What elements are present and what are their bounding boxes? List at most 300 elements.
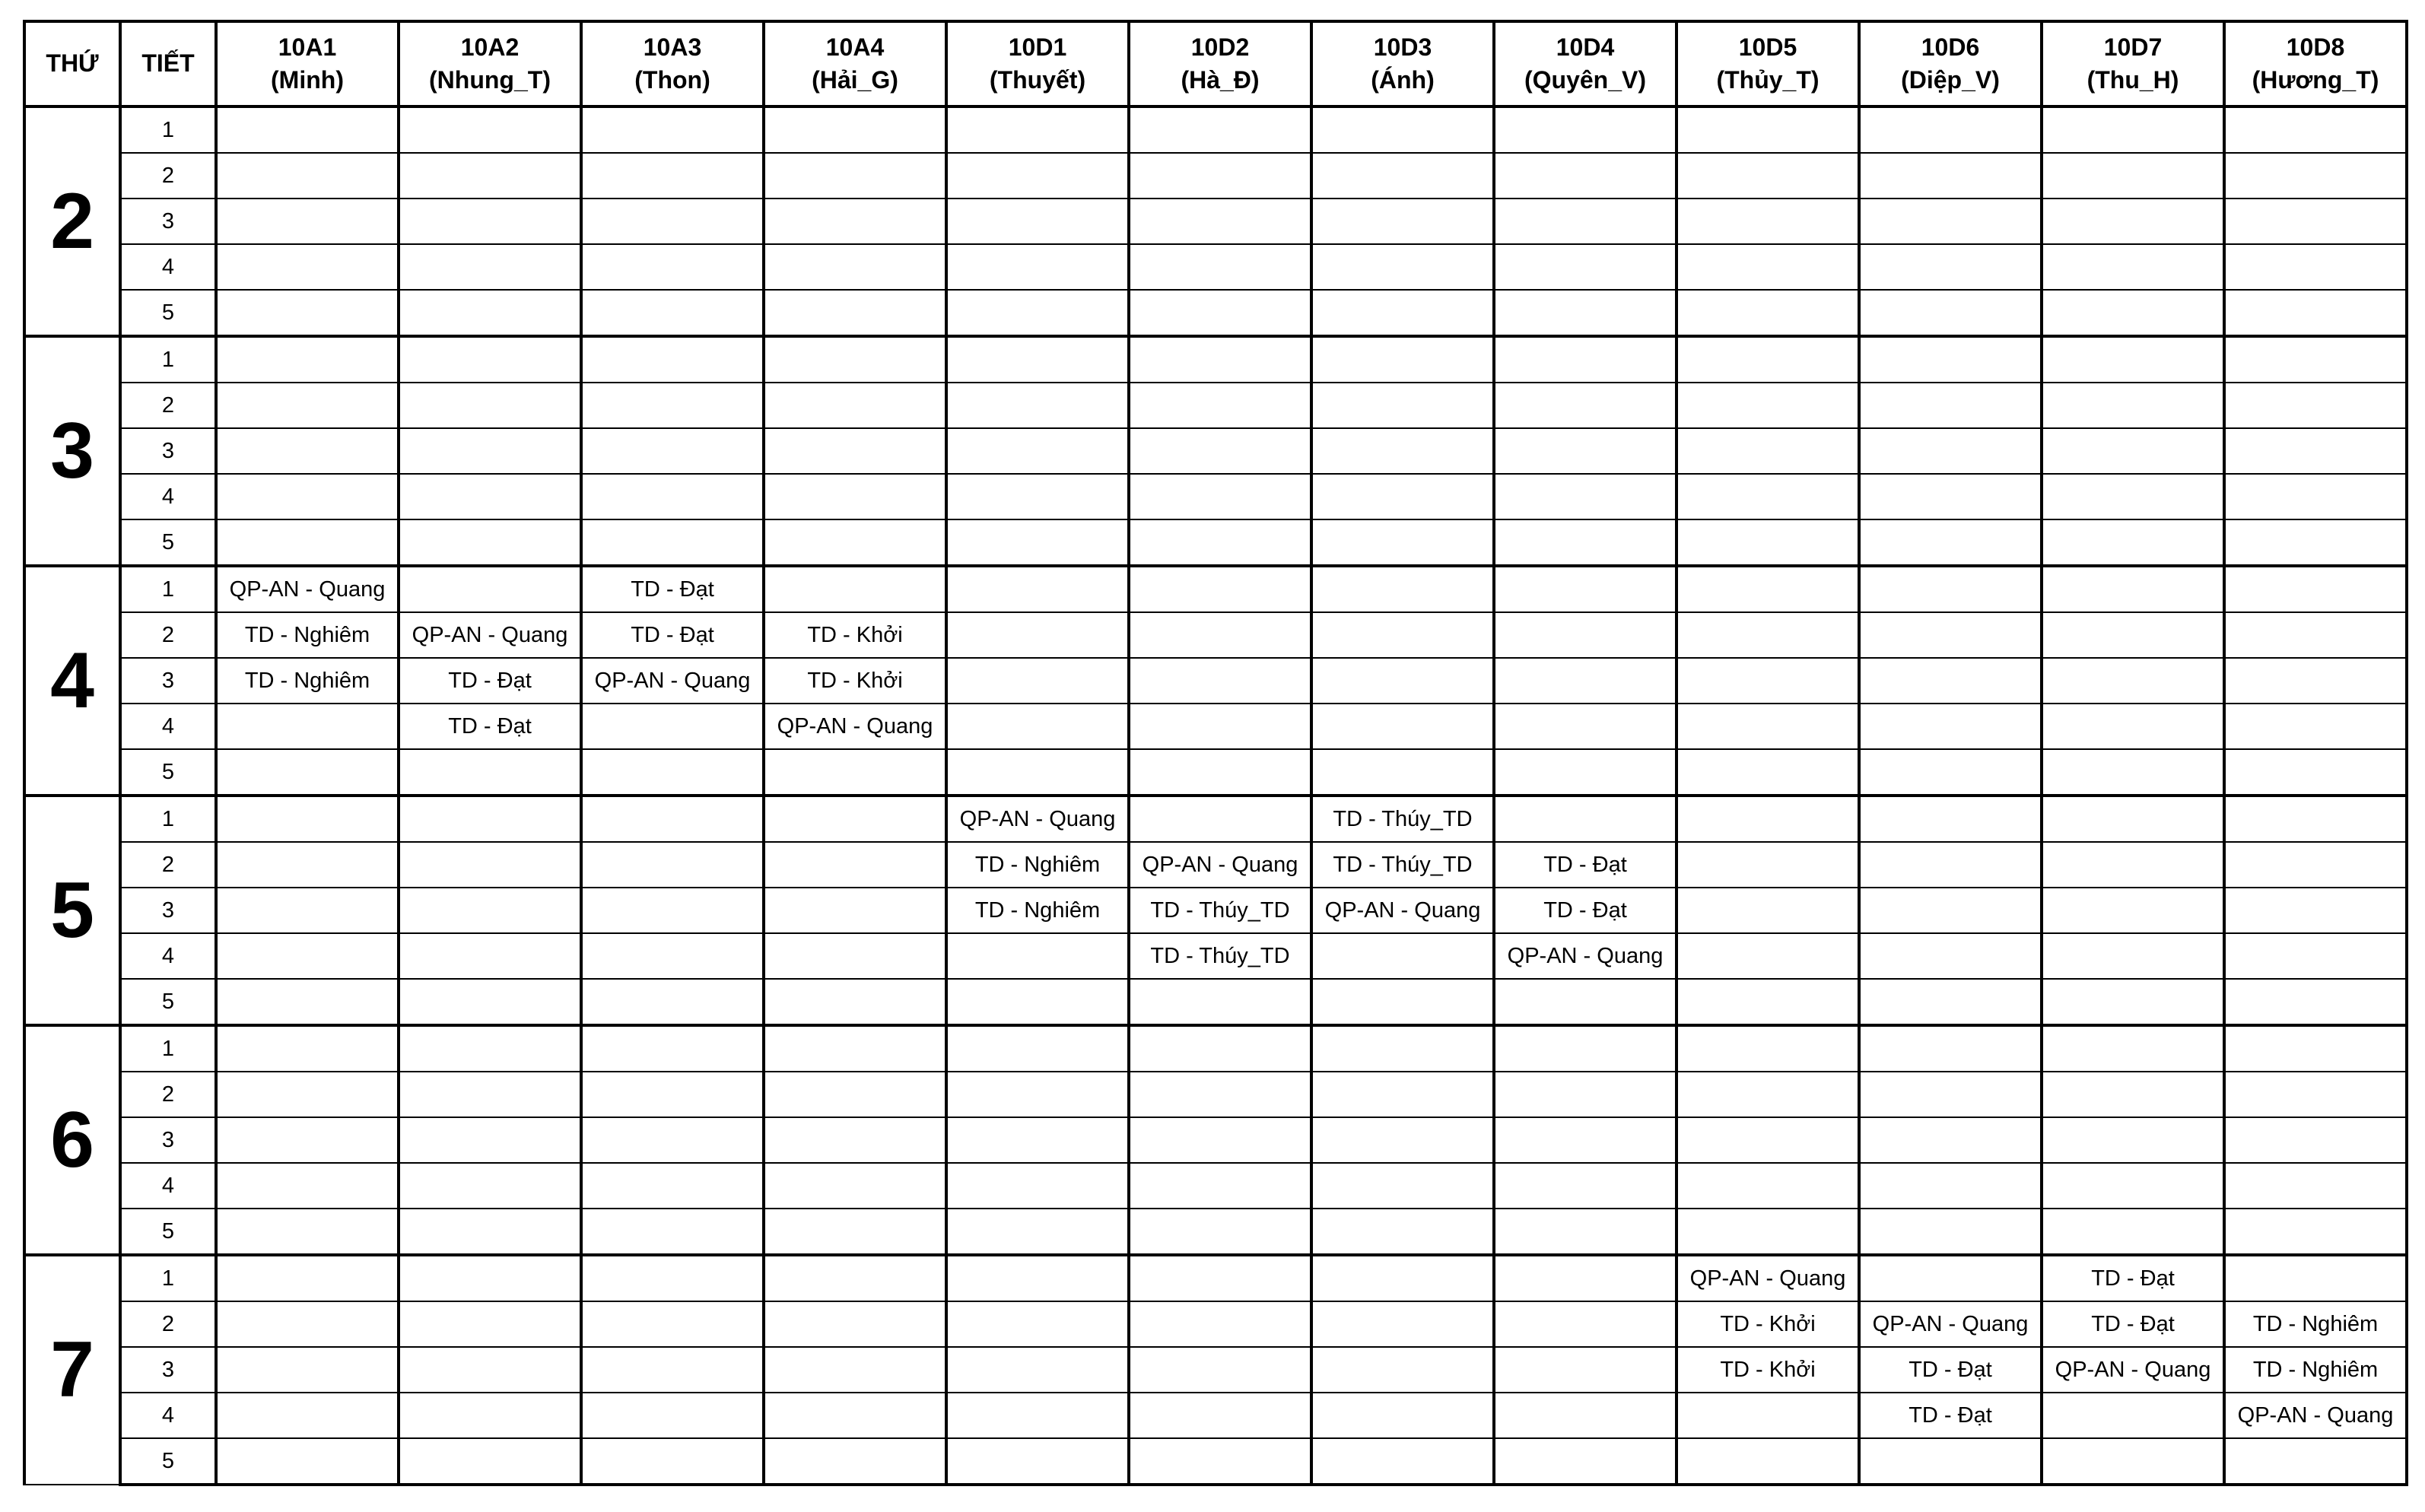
schedule-cell xyxy=(1129,1209,1311,1255)
schedule-cell xyxy=(1677,106,1859,153)
period-number: 2 xyxy=(120,1072,216,1117)
class-code: 10A1 xyxy=(278,33,337,61)
schedule-cell xyxy=(946,106,1129,153)
schedule-cell xyxy=(1859,1209,2042,1255)
schedule-cell xyxy=(1677,428,1859,474)
schedule-cell xyxy=(1677,1209,1859,1255)
schedule-cell: TD - Nghiêm xyxy=(946,888,1129,933)
schedule-cell xyxy=(216,1393,399,1438)
schedule-cell: TD - Đạt xyxy=(2042,1301,2224,1347)
schedule-cell xyxy=(1311,474,1494,519)
schedule-cell xyxy=(2042,519,2224,566)
schedule-cell xyxy=(946,933,1129,979)
schedule-cell xyxy=(1859,519,2042,566)
schedule-cell xyxy=(1129,290,1311,336)
schedule-cell xyxy=(399,1255,581,1301)
schedule-cell xyxy=(1677,1438,1859,1485)
class-header-10d4 xyxy=(1494,21,1677,106)
period-row xyxy=(24,336,2407,383)
schedule-cell xyxy=(581,842,764,888)
period-row xyxy=(24,749,2407,796)
schedule-cell xyxy=(399,244,581,290)
schedule-cell xyxy=(1859,566,2042,612)
schedule-cell xyxy=(1859,1255,2042,1301)
schedule-cell xyxy=(1311,704,1494,749)
schedule-cell xyxy=(1677,933,1859,979)
schedule-cell: QP-AN - Quang xyxy=(2042,1347,2224,1393)
schedule-cell: TD - Khởi xyxy=(764,658,946,704)
period-row xyxy=(24,383,2407,428)
schedule-cell xyxy=(1311,749,1494,796)
schedule-cell xyxy=(1859,1438,2042,1485)
class-header-10d7 xyxy=(2042,21,2224,106)
class-teacher: (Thu_H) xyxy=(2087,66,2179,94)
schedule-cell xyxy=(1859,106,2042,153)
schedule-cell xyxy=(216,1025,399,1072)
schedule-cell xyxy=(1311,244,1494,290)
schedule-cell xyxy=(2224,199,2407,244)
period-number: 3 xyxy=(120,658,216,704)
schedule-cell xyxy=(1494,1209,1677,1255)
schedule-cell xyxy=(2042,1438,2224,1485)
schedule-cell xyxy=(2042,612,2224,658)
period-row xyxy=(24,566,2407,612)
class-header-10d2 xyxy=(1129,21,1311,106)
schedule-cell xyxy=(764,933,946,979)
schedule-cell: TD - Thúy_TD xyxy=(1311,796,1494,842)
schedule-cell xyxy=(1677,1072,1859,1117)
schedule-cell xyxy=(2224,290,2407,336)
schedule-cell xyxy=(946,1347,1129,1393)
schedule-cell xyxy=(216,933,399,979)
schedule-cell xyxy=(399,106,581,153)
schedule-cell xyxy=(1677,612,1859,658)
schedule-cell xyxy=(764,1209,946,1255)
schedule-cell xyxy=(2042,933,2224,979)
class-teacher: (Nhung_T) xyxy=(429,66,551,94)
period-number: 1 xyxy=(120,1255,216,1301)
schedule-cell xyxy=(1494,244,1677,290)
class-header-10d3 xyxy=(1311,21,1494,106)
schedule-cell xyxy=(1311,566,1494,612)
schedule-cell xyxy=(1129,566,1311,612)
period-number: 3 xyxy=(120,199,216,244)
schedule-cell xyxy=(1859,474,2042,519)
schedule-cell xyxy=(2042,704,2224,749)
schedule-cell xyxy=(1859,979,2042,1025)
schedule-cell xyxy=(946,1209,1129,1255)
schedule-cell xyxy=(1494,474,1677,519)
schedule-cell xyxy=(2042,888,2224,933)
schedule-cell xyxy=(2224,979,2407,1025)
schedule-cell xyxy=(764,796,946,842)
schedule-cell xyxy=(2042,106,2224,153)
schedule-cell xyxy=(1129,474,1311,519)
schedule-cell xyxy=(1129,244,1311,290)
schedule-cell xyxy=(1129,1072,1311,1117)
schedule-cell xyxy=(1129,1117,1311,1163)
period-number: 5 xyxy=(120,290,216,336)
schedule-cell xyxy=(1129,153,1311,199)
schedule-cell xyxy=(2224,336,2407,383)
period-row xyxy=(24,658,2407,704)
schedule-cell xyxy=(764,1072,946,1117)
schedule-cell xyxy=(1311,1163,1494,1209)
timetable-body xyxy=(24,106,2407,1485)
schedule-cell xyxy=(2042,566,2224,612)
schedule-cell xyxy=(1494,519,1677,566)
schedule-cell xyxy=(216,1117,399,1163)
schedule-cell xyxy=(2224,1163,2407,1209)
period-number: 5 xyxy=(120,1438,216,1485)
schedule-cell: TD - Đạt xyxy=(581,612,764,658)
schedule-cell xyxy=(216,290,399,336)
schedule-cell xyxy=(1677,979,1859,1025)
schedule-cell xyxy=(764,199,946,244)
schedule-cell xyxy=(2224,933,2407,979)
schedule-cell xyxy=(1677,383,1859,428)
schedule-cell xyxy=(1859,244,2042,290)
period-row xyxy=(24,888,2407,933)
schedule-cell xyxy=(1677,474,1859,519)
schedule-cell xyxy=(581,704,764,749)
schedule-cell xyxy=(1494,1163,1677,1209)
schedule-cell xyxy=(581,244,764,290)
class-teacher: (Quyên_V) xyxy=(1524,66,1647,94)
schedule-cell xyxy=(764,383,946,428)
schedule-cell xyxy=(1129,1393,1311,1438)
class-header-10d5 xyxy=(1677,21,1859,106)
period-number: 2 xyxy=(120,612,216,658)
schedule-cell xyxy=(1677,796,1859,842)
schedule-cell xyxy=(581,1438,764,1485)
period-row xyxy=(24,1163,2407,1209)
schedule-cell xyxy=(581,1117,764,1163)
schedule-cell xyxy=(1311,933,1494,979)
schedule-cell: TD - Nghiêm xyxy=(2224,1301,2407,1347)
schedule-cell xyxy=(2042,474,2224,519)
period-row xyxy=(24,933,2407,979)
schedule-cell xyxy=(1311,383,1494,428)
schedule-cell xyxy=(946,1025,1129,1072)
schedule-cell xyxy=(1677,153,1859,199)
schedule-cell xyxy=(1129,1438,1311,1485)
schedule-cell xyxy=(946,1301,1129,1347)
schedule-cell xyxy=(399,1072,581,1117)
schedule-cell: QP-AN - Quang xyxy=(1677,1255,1859,1301)
schedule-cell: TD - Khởi xyxy=(1677,1301,1859,1347)
class-code: 10A4 xyxy=(825,33,885,61)
period-row xyxy=(24,1438,2407,1485)
schedule-cell xyxy=(1859,796,2042,842)
schedule-cell xyxy=(1677,244,1859,290)
period-row xyxy=(24,290,2407,336)
period-number: 1 xyxy=(120,566,216,612)
schedule-cell xyxy=(946,1163,1129,1209)
schedule-cell: QP-AN - Quang xyxy=(1129,842,1311,888)
schedule-cell xyxy=(1494,1438,1677,1485)
schedule-cell xyxy=(1311,1438,1494,1485)
schedule-cell xyxy=(1494,1072,1677,1117)
schedule-cell xyxy=(399,1393,581,1438)
schedule-cell xyxy=(1677,704,1859,749)
period-row xyxy=(24,1209,2407,1255)
schedule-cell xyxy=(2224,1255,2407,1301)
period-row xyxy=(24,1255,2407,1301)
schedule-cell xyxy=(1677,1025,1859,1072)
schedule-cell xyxy=(1859,383,2042,428)
schedule-cell xyxy=(1494,153,1677,199)
schedule-cell xyxy=(1494,1117,1677,1163)
period-row xyxy=(24,1025,2407,1072)
schedule-cell: QP-AN - Quang xyxy=(1859,1301,2042,1347)
schedule-cell xyxy=(1859,842,2042,888)
period-number: 5 xyxy=(120,979,216,1025)
day-label: 4 xyxy=(24,566,120,796)
class-code: 10D3 xyxy=(1373,33,1432,61)
period-row xyxy=(24,704,2407,749)
class-code: 10D1 xyxy=(1008,33,1067,61)
schedule-cell xyxy=(1311,199,1494,244)
schedule-cell xyxy=(2042,1072,2224,1117)
schedule-cell xyxy=(2224,383,2407,428)
schedule-cell xyxy=(216,888,399,933)
schedule-cell xyxy=(216,383,399,428)
period-row xyxy=(24,1117,2407,1163)
schedule-cell xyxy=(216,1072,399,1117)
schedule-cell xyxy=(2224,566,2407,612)
schedule-cell xyxy=(946,749,1129,796)
schedule-cell xyxy=(2224,1117,2407,1163)
schedule-cell xyxy=(1859,1117,2042,1163)
schedule-cell xyxy=(581,1393,764,1438)
schedule-cell xyxy=(399,428,581,474)
schedule-cell: QP-AN - Quang xyxy=(581,658,764,704)
period-number: 4 xyxy=(120,1163,216,1209)
schedule-cell xyxy=(1129,1301,1311,1347)
schedule-cell xyxy=(1677,842,1859,888)
schedule-cell: QP-AN - Quang xyxy=(1311,888,1494,933)
schedule-cell xyxy=(581,519,764,566)
schedule-cell xyxy=(1494,336,1677,383)
schedule-cell: TD - Đạt xyxy=(399,658,581,704)
period-row xyxy=(24,199,2407,244)
schedule-cell xyxy=(946,704,1129,749)
schedule-cell xyxy=(764,336,946,383)
schedule-cell xyxy=(764,153,946,199)
schedule-cell xyxy=(1494,428,1677,474)
schedule-cell: TD - Khởi xyxy=(1677,1347,1859,1393)
schedule-cell xyxy=(1494,749,1677,796)
schedule-cell xyxy=(1494,1301,1677,1347)
schedule-cell xyxy=(399,1301,581,1347)
schedule-cell xyxy=(1311,612,1494,658)
schedule-cell xyxy=(2042,1117,2224,1163)
schedule-cell xyxy=(216,1255,399,1301)
schedule-cell xyxy=(1129,106,1311,153)
schedule-cell xyxy=(581,153,764,199)
schedule-cell xyxy=(581,979,764,1025)
schedule-cell xyxy=(1677,1163,1859,1209)
schedule-cell xyxy=(946,336,1129,383)
schedule-cell xyxy=(2224,1025,2407,1072)
schedule-cell xyxy=(1677,290,1859,336)
schedule-cell xyxy=(1859,888,2042,933)
schedule-cell xyxy=(1859,1025,2042,1072)
schedule-cell xyxy=(216,474,399,519)
schedule-cell xyxy=(1129,336,1311,383)
schedule-cell xyxy=(946,979,1129,1025)
schedule-cell xyxy=(1859,612,2042,658)
schedule-cell: QP-AN - Quang xyxy=(764,704,946,749)
class-code: 10D4 xyxy=(1556,33,1615,61)
schedule-cell xyxy=(216,749,399,796)
schedule-cell xyxy=(1494,1347,1677,1393)
period-row xyxy=(24,979,2407,1025)
schedule-cell xyxy=(1859,290,2042,336)
schedule-cell xyxy=(2224,244,2407,290)
schedule-cell xyxy=(764,566,946,612)
schedule-cell xyxy=(1311,1255,1494,1301)
schedule-cell xyxy=(2224,519,2407,566)
schedule-cell xyxy=(764,106,946,153)
schedule-cell xyxy=(1677,566,1859,612)
period-row xyxy=(24,796,2407,842)
schedule-cell xyxy=(1311,1393,1494,1438)
schedule-cell xyxy=(764,1117,946,1163)
timetable xyxy=(23,20,2408,1486)
class-teacher: (Hương_T) xyxy=(2252,66,2379,94)
schedule-cell xyxy=(1311,153,1494,199)
period-number: 3 xyxy=(120,428,216,474)
schedule-cell xyxy=(764,428,946,474)
period-number: 5 xyxy=(120,519,216,566)
schedule-cell: TD - Thúy_TD xyxy=(1311,842,1494,888)
class-teacher: (Thuyết) xyxy=(989,66,1086,94)
schedule-cell xyxy=(1494,1025,1677,1072)
schedule-cell xyxy=(1311,979,1494,1025)
tiet-header: TIẾT xyxy=(120,21,216,106)
class-header-10a3 xyxy=(581,21,764,106)
schedule-cell xyxy=(946,566,1129,612)
class-code: 10D5 xyxy=(1738,33,1797,61)
class-header-10a2 xyxy=(399,21,581,106)
schedule-cell xyxy=(1494,796,1677,842)
schedule-cell xyxy=(1311,1117,1494,1163)
class-code: 10A2 xyxy=(460,33,520,61)
class-header-10d1 xyxy=(946,21,1129,106)
schedule-cell xyxy=(2224,658,2407,704)
schedule-cell xyxy=(764,1255,946,1301)
class-code: 10D6 xyxy=(1921,33,1980,61)
schedule-cell xyxy=(946,1438,1129,1485)
schedule-cell xyxy=(1129,1025,1311,1072)
schedule-cell: TD - Đạt xyxy=(581,566,764,612)
schedule-cell xyxy=(216,428,399,474)
timetable-header xyxy=(24,21,2407,106)
schedule-cell xyxy=(1677,519,1859,566)
schedule-cell xyxy=(1129,749,1311,796)
schedule-cell xyxy=(1311,106,1494,153)
schedule-cell xyxy=(216,1163,399,1209)
schedule-cell: TD - Thúy_TD xyxy=(1129,933,1311,979)
period-number: 3 xyxy=(120,1347,216,1393)
schedule-cell xyxy=(216,979,399,1025)
period-number: 1 xyxy=(120,796,216,842)
schedule-cell: TD - Khởi xyxy=(764,612,946,658)
schedule-cell xyxy=(216,199,399,244)
schedule-cell xyxy=(399,979,581,1025)
period-row xyxy=(24,428,2407,474)
schedule-cell xyxy=(1494,199,1677,244)
schedule-cell xyxy=(1859,1163,2042,1209)
schedule-cell xyxy=(1677,749,1859,796)
schedule-cell xyxy=(1494,704,1677,749)
schedule-cell xyxy=(399,199,581,244)
schedule-cell xyxy=(946,1255,1129,1301)
schedule-cell xyxy=(216,1209,399,1255)
schedule-cell: TD - Thúy_TD xyxy=(1129,888,1311,933)
schedule-cell xyxy=(946,1072,1129,1117)
schedule-cell xyxy=(2042,153,2224,199)
schedule-cell xyxy=(2224,888,2407,933)
schedule-cell xyxy=(1129,519,1311,566)
schedule-cell xyxy=(581,1255,764,1301)
schedule-cell xyxy=(946,1117,1129,1163)
schedule-cell xyxy=(581,428,764,474)
class-code: 10A3 xyxy=(643,33,702,61)
period-row xyxy=(24,474,2407,519)
schedule-cell xyxy=(399,474,581,519)
schedule-cell xyxy=(216,106,399,153)
class-teacher: (Diệp_V) xyxy=(1901,66,2000,94)
schedule-cell xyxy=(1677,658,1859,704)
period-number: 2 xyxy=(120,1301,216,1347)
schedule-cell xyxy=(1494,612,1677,658)
schedule-cell xyxy=(216,796,399,842)
schedule-cell xyxy=(1859,153,2042,199)
period-number: 1 xyxy=(120,1025,216,1072)
class-teacher: (Minh) xyxy=(271,66,344,94)
schedule-cell xyxy=(1311,1301,1494,1347)
schedule-cell xyxy=(1311,658,1494,704)
schedule-cell xyxy=(2224,428,2407,474)
schedule-cell xyxy=(1129,428,1311,474)
schedule-cell xyxy=(2042,658,2224,704)
schedule-cell xyxy=(764,749,946,796)
schedule-cell xyxy=(2042,796,2224,842)
class-teacher: (Ánh) xyxy=(1371,66,1435,94)
schedule-cell xyxy=(2042,383,2224,428)
period-row xyxy=(24,1072,2407,1117)
schedule-cell xyxy=(1677,1117,1859,1163)
schedule-cell xyxy=(2042,336,2224,383)
period-row xyxy=(24,842,2407,888)
schedule-cell xyxy=(1311,1072,1494,1117)
schedule-cell xyxy=(2224,1072,2407,1117)
schedule-cell xyxy=(2224,106,2407,153)
schedule-cell xyxy=(581,1347,764,1393)
schedule-cell xyxy=(399,383,581,428)
schedule-cell xyxy=(399,519,581,566)
schedule-cell xyxy=(946,244,1129,290)
schedule-cell xyxy=(764,474,946,519)
schedule-cell xyxy=(1311,290,1494,336)
period-row xyxy=(24,519,2407,566)
schedule-cell xyxy=(764,1301,946,1347)
period-number: 2 xyxy=(120,153,216,199)
schedule-cell xyxy=(1129,1255,1311,1301)
